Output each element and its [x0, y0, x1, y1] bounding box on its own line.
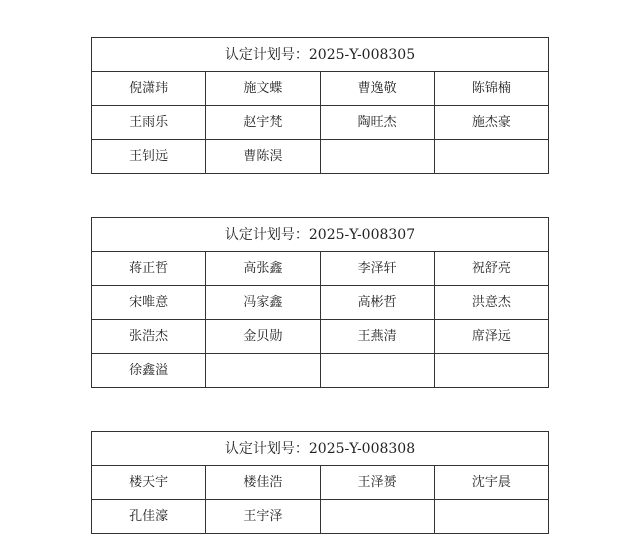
name-cell: 李泽轩: [320, 252, 434, 286]
name-cell: [434, 354, 548, 388]
name-cell: 陈锦楠: [434, 72, 548, 106]
name-cell: 孔佳濠: [92, 500, 206, 534]
table-row: [92, 72, 549, 106]
plan-title: 认定计划号：2025-Y-008305: [92, 38, 549, 72]
name-cell: 王钊远: [92, 140, 206, 174]
name-cell: 席泽远: [434, 320, 548, 354]
name-cell: 曹逸敬: [320, 72, 434, 106]
name-cell: 洪意杰: [434, 286, 548, 320]
name-cell: 宋唯意: [92, 286, 206, 320]
name-cell: 陶旺杰: [320, 106, 434, 140]
name-cell: 高张鑫: [206, 252, 320, 286]
name-cell: 曹陈淏: [206, 140, 320, 174]
table-row: [92, 106, 549, 140]
plan-table: [91, 37, 549, 174]
name-cell: 金贝勋: [206, 320, 320, 354]
name-cell: 楼天宇: [92, 466, 206, 500]
plan-table: [91, 431, 549, 534]
table-row: [92, 252, 549, 286]
name-cell: 祝舒亮: [434, 252, 548, 286]
name-cell: 王泽赟: [320, 466, 434, 500]
name-cell: [206, 354, 320, 388]
title-row: [92, 432, 549, 466]
table-row: [92, 354, 549, 388]
name-cell: [320, 500, 434, 534]
name-cell: 王宇泽: [206, 500, 320, 534]
name-cell: 蒋正哲: [92, 252, 206, 286]
name-cell: 张浩杰: [92, 320, 206, 354]
name-cell: 赵宇梵: [206, 106, 320, 140]
name-cell: 倪潇玮: [92, 72, 206, 106]
name-cell: [434, 140, 548, 174]
table-row: [92, 500, 549, 534]
name-cell: [434, 500, 548, 534]
name-cell: [320, 140, 434, 174]
name-cell: 楼佳浩: [206, 466, 320, 500]
plan-table: [91, 217, 549, 388]
name-cell: 施杰豪: [434, 106, 548, 140]
name-cell: 高彬哲: [320, 286, 434, 320]
name-cell: [320, 354, 434, 388]
plan-title: 认定计划号：2025-Y-008307: [92, 218, 549, 252]
name-cell: 王雨乐: [92, 106, 206, 140]
table-row: [92, 466, 549, 500]
name-cell: 冯家鑫: [206, 286, 320, 320]
name-cell: 徐鑫溢: [92, 354, 206, 388]
title-row: [92, 218, 549, 252]
name-cell: 王燕清: [320, 320, 434, 354]
table-row: [92, 140, 549, 174]
title-row: [92, 38, 549, 72]
name-cell: 施文蝶: [206, 72, 320, 106]
plan-title: 认定计划号：2025-Y-008308: [92, 432, 549, 466]
table-row: [92, 320, 549, 354]
table-row: [92, 286, 549, 320]
name-cell: 沈宇晨: [434, 466, 548, 500]
